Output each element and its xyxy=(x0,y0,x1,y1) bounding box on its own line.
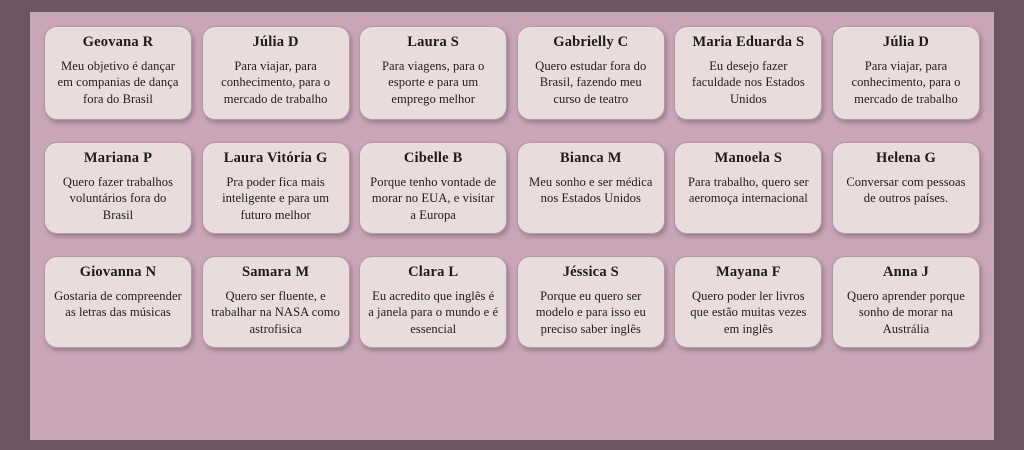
sticky-note-board xyxy=(30,12,994,440)
note-author: Cibelle B xyxy=(403,150,463,166)
note-author: Jéssica S xyxy=(562,264,619,280)
note-text: Para trabalho, quero ser aeromoça internacional xyxy=(687,174,809,206)
note-author: Clara L xyxy=(408,264,459,280)
note-author: Laura Vitória G xyxy=(223,150,328,166)
note-text: Quero fazer trabalhos voluntários fora do Brasil xyxy=(62,174,174,223)
note-card[interactable] xyxy=(44,256,192,348)
note-author: Mariana P xyxy=(83,150,153,166)
note-text: Porque eu quero ser modelo e para isso eu preciso saber inglês xyxy=(535,288,646,337)
note-author: Manoela S xyxy=(714,150,783,166)
note-author: Bianca M xyxy=(559,150,622,166)
note-text: Para viagens, para o esporte e para um emprego melhor xyxy=(381,58,485,107)
note-card[interactable] xyxy=(832,256,980,348)
note-card[interactable] xyxy=(202,26,350,120)
note-author: Giovanna N xyxy=(79,264,157,280)
note-author: Júlia D xyxy=(882,34,930,50)
note-text: Quero poder ler livros que estão muitas vezes em inglês xyxy=(690,288,807,337)
note-card[interactable] xyxy=(832,142,980,234)
note-card[interactable] xyxy=(359,142,507,234)
note-card[interactable] xyxy=(517,142,665,234)
note-author: Samara M xyxy=(241,264,310,280)
note-card[interactable] xyxy=(674,26,822,120)
note-grid xyxy=(44,26,980,370)
note-author: Júlia D xyxy=(252,34,299,50)
note-text: Quero ser fluente, e trabalhar na NASA como astrofisica xyxy=(211,288,340,337)
note-text: Para viajar, para conhecimento, para o mercado de trabalho xyxy=(221,58,331,107)
note-card[interactable] xyxy=(517,256,665,348)
note-card[interactable] xyxy=(674,256,822,348)
note-card[interactable] xyxy=(359,256,507,348)
note-card[interactable] xyxy=(44,142,192,234)
note-card[interactable] xyxy=(517,26,665,120)
note-card[interactable] xyxy=(202,142,350,234)
note-card[interactable] xyxy=(359,26,507,120)
note-card[interactable] xyxy=(674,142,822,234)
note-author: Gabrielly C xyxy=(553,34,629,50)
note-row xyxy=(44,142,980,234)
note-text: Pra poder fica mais inteligente e para um futuro melhor xyxy=(222,174,330,223)
note-text: Meu sonho e ser médica nos Estados Unidos xyxy=(529,174,653,206)
note-text: Conversar com pessoas de outros países. xyxy=(846,174,966,206)
note-author: Helena G xyxy=(875,150,936,166)
note-text: Eu acredito que inglês é a janela para o mundo e é essencial xyxy=(368,288,499,337)
note-author: Geovana R xyxy=(82,34,154,50)
note-author: Maria Eduarda S xyxy=(692,34,805,50)
note-text: Quero aprender porque sonho de morar na Austrália xyxy=(847,288,965,337)
note-author: Anna J xyxy=(883,264,929,280)
note-author: Mayana F xyxy=(715,264,781,280)
note-row xyxy=(44,256,980,348)
note-text: Gostaria de compreender as letras das músicas xyxy=(54,288,182,320)
note-author: Laura S xyxy=(407,34,460,50)
note-card[interactable] xyxy=(832,26,980,120)
note-text: Porque tenho vontade de morar no EUA, e visitar a Europa xyxy=(370,174,497,223)
note-row xyxy=(44,26,980,120)
note-text: Eu desejo fazer faculdade nos Estados Unidos xyxy=(691,58,805,107)
note-text: Quero estudar fora do Brasil, fazendo meu curso de teatro xyxy=(535,58,647,107)
note-card[interactable] xyxy=(202,256,350,348)
note-text: Meu objetivo é dançar em companias de dança fora do Brasil xyxy=(57,58,179,107)
note-card[interactable] xyxy=(44,26,192,120)
note-text: Para viajar, para conhecimento, para o mercado de trabalho xyxy=(851,58,961,107)
